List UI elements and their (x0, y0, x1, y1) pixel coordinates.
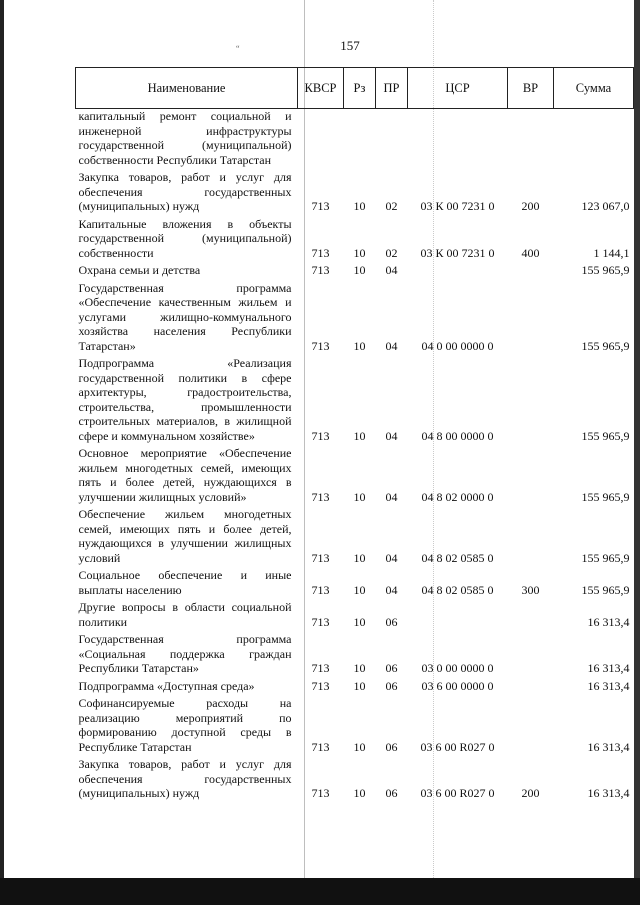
cell-sum: 16 313,4 (587, 614, 630, 629)
cell-rz: 10 (353, 245, 366, 260)
cell-name: Государственная программа «Социальная поддержка граждан Республики Татарстан» (78, 632, 292, 675)
cell-pr: 04 (385, 338, 398, 353)
cell-kvsr: 713 (311, 582, 330, 597)
cell-pr: 02 (385, 245, 398, 260)
cell-name: капитальный ремонт социальной и инженерной инфраструктуры государственной (муниципальной) собственности Республики Татарстан (78, 109, 292, 167)
cell-sum (554, 109, 634, 171)
cell-pr: 06 (385, 678, 398, 693)
cell-name: Охрана семьи и детства (78, 263, 201, 277)
table-row (76, 446, 634, 507)
cell-sum: 155 965,9 (581, 582, 630, 597)
cell-vr (508, 600, 554, 632)
scan-right-edge (634, 0, 640, 880)
cell-rz: 10 (353, 678, 366, 693)
cell-csr: 04 8 00 0000 0 (421, 428, 494, 443)
cell-kvsr: 713 (311, 614, 330, 629)
cell-pr: 06 (385, 614, 398, 629)
table-row (76, 263, 634, 281)
cell-vr (508, 507, 554, 568)
cell-csr: 03 0 00 0000 0 (421, 661, 494, 675)
header-sum: Сумма (554, 68, 634, 109)
cell-pr: 06 (385, 739, 398, 754)
cell-name: Капитальные вложения в объекты государственной (муниципальной) собственности (78, 216, 292, 260)
cell-pr: 06 (385, 661, 398, 675)
table-row (76, 281, 634, 357)
scan-speck: “ (236, 44, 240, 53)
cell-kvsr: 713 (311, 428, 330, 443)
cell-sum: 155 965,9 (581, 428, 630, 443)
cell-rz: 10 (353, 428, 366, 443)
cell-vr: 200 (521, 786, 540, 800)
cell-rz: 10 (353, 550, 366, 565)
cell-csr (408, 600, 508, 632)
cell-name: Основное мероприятие «Обеспечение жильем многодетных семей, имеющих пять и более детей, нуждающихся в улучшении жилищных условий» (78, 446, 292, 504)
scan-left-edge (0, 0, 4, 880)
cell-kvsr: 713 (311, 263, 330, 277)
cell-csr: 03 К 00 7231 0 (420, 245, 495, 260)
cell-rz: 10 (353, 786, 366, 800)
cell-kvsr: 713 (311, 489, 330, 504)
cell-sum: 155 965,9 (581, 263, 630, 277)
table-row (76, 507, 634, 568)
cell-sum: 155 965,9 (581, 338, 630, 353)
budget-table (75, 67, 634, 804)
table-header-row (76, 68, 634, 109)
cell-rz (344, 109, 376, 171)
cell-rz: 10 (353, 582, 366, 597)
table-row (76, 170, 634, 217)
cell-name: Закупка товаров, работ и услуг для обеспечения государственных (муниципальных) нужд (78, 757, 292, 800)
cell-pr: 02 (385, 199, 398, 213)
cell-rz: 10 (353, 661, 366, 675)
cell-kvsr: 713 (311, 245, 330, 260)
table-row (76, 568, 634, 600)
cell-vr (508, 446, 554, 507)
cell-name: Подпрограмма «Реализация государственной политики в сфере архитектуры, градостроительства, строительства, промышленности строительных материалов, в жилищной сфере и коммунальном хозяйстве» (78, 356, 292, 443)
table-row (76, 356, 634, 446)
header-vr: ВР (508, 68, 554, 109)
cell-pr: 04 (385, 489, 398, 504)
cell-pr: 04 (385, 428, 398, 443)
cell-csr: 03 6 00 0000 0 (421, 678, 494, 693)
cell-csr (408, 263, 508, 281)
cell-csr (408, 109, 508, 171)
cell-kvsr: 713 (311, 661, 330, 675)
table-row (76, 217, 634, 264)
header-pr: ПР (376, 68, 408, 109)
cell-kvsr: 713 (311, 678, 330, 693)
cell-sum: 16 313,4 (587, 786, 630, 800)
cell-name: Софинансируемые расходы на реализацию мероприятий по формированию доступной среды в Республике Татарстан (78, 696, 292, 754)
cell-sum: 16 313,4 (587, 739, 630, 754)
cell-csr: 04 8 02 0585 0 (421, 550, 494, 565)
table-row (76, 696, 634, 757)
table-body (76, 109, 634, 804)
cell-csr: 04 8 02 0000 0 (421, 489, 494, 504)
cell-sum: 16 313,4 (587, 678, 630, 693)
header-rz: Рз (344, 68, 376, 109)
cell-csr: 04 8 02 0585 0 (421, 582, 494, 597)
table-row (76, 600, 634, 632)
header-name: Наименование (76, 68, 298, 109)
table-row (76, 757, 634, 804)
cell-pr: 04 (385, 582, 398, 597)
cell-kvsr: 713 (311, 338, 330, 353)
cell-sum: 155 965,9 (581, 550, 630, 565)
table-row (76, 632, 634, 679)
table-row (76, 679, 634, 697)
cell-name: Другие вопросы в области социальной политики (78, 600, 292, 629)
cell-sum: 155 965,9 (581, 489, 630, 504)
cell-pr: 04 (385, 550, 398, 565)
cell-vr (508, 696, 554, 757)
cell-vr: 300 (521, 582, 540, 597)
cell-kvsr: 713 (311, 550, 330, 565)
cell-name: Обеспечение жильем многодетных семей, имеющих пять и более детей, нуждающихся в улучшении жилищных условий (78, 507, 292, 565)
cell-pr: 04 (385, 263, 398, 277)
cell-kvsr: 713 (311, 739, 330, 754)
cell-kvsr: 713 (311, 199, 330, 213)
cell-rz: 10 (353, 338, 366, 353)
header-kvsr: КВСР (298, 68, 344, 109)
cell-vr: 200 (521, 199, 540, 213)
cell-csr: 04 0 00 0000 0 (421, 338, 494, 353)
cell-sum: 16 313,4 (587, 661, 630, 675)
cell-rz: 10 (353, 263, 366, 277)
cell-kvsr (298, 109, 344, 171)
cell-vr (508, 632, 554, 679)
cell-rz: 10 (353, 489, 366, 504)
cell-kvsr: 713 (311, 786, 330, 800)
header-csr: ЦСР (408, 68, 508, 109)
cell-vr (508, 109, 554, 171)
table-row (76, 109, 634, 171)
cell-name: Закупка товаров, работ и услуг для обеспечения государственных (муниципальных) нужд (78, 170, 292, 213)
cell-sum: 123 067,0 (581, 199, 630, 213)
cell-vr (508, 356, 554, 446)
cell-rz: 10 (353, 199, 366, 213)
cell-rz: 10 (353, 614, 366, 629)
cell-csr: 03 6 00 R027 0 (420, 739, 495, 754)
cell-vr (508, 263, 554, 281)
page-number: 157 (340, 38, 360, 53)
cell-pr (376, 109, 408, 171)
cell-name: Подпрограмма «Доступная среда» (78, 678, 255, 693)
cell-pr: 06 (385, 786, 398, 800)
cell-vr (508, 679, 554, 697)
cell-name: Государственная программа «Обеспечение качественным жильем и услугами жилищно-коммунального хозяйства населения Республики Татарстан» (78, 280, 292, 353)
cell-vr: 400 (521, 245, 540, 260)
scan-bottom-edge (0, 878, 640, 905)
cell-sum: 1 144,1 (593, 245, 630, 260)
cell-rz: 10 (353, 739, 366, 754)
cell-vr (508, 281, 554, 357)
cell-csr: 03 6 00 R027 0 (420, 786, 495, 800)
cell-name: Социальное обеспечение и иные выплаты населению (78, 568, 292, 597)
cell-csr: 03 К 00 7231 0 (420, 199, 495, 213)
